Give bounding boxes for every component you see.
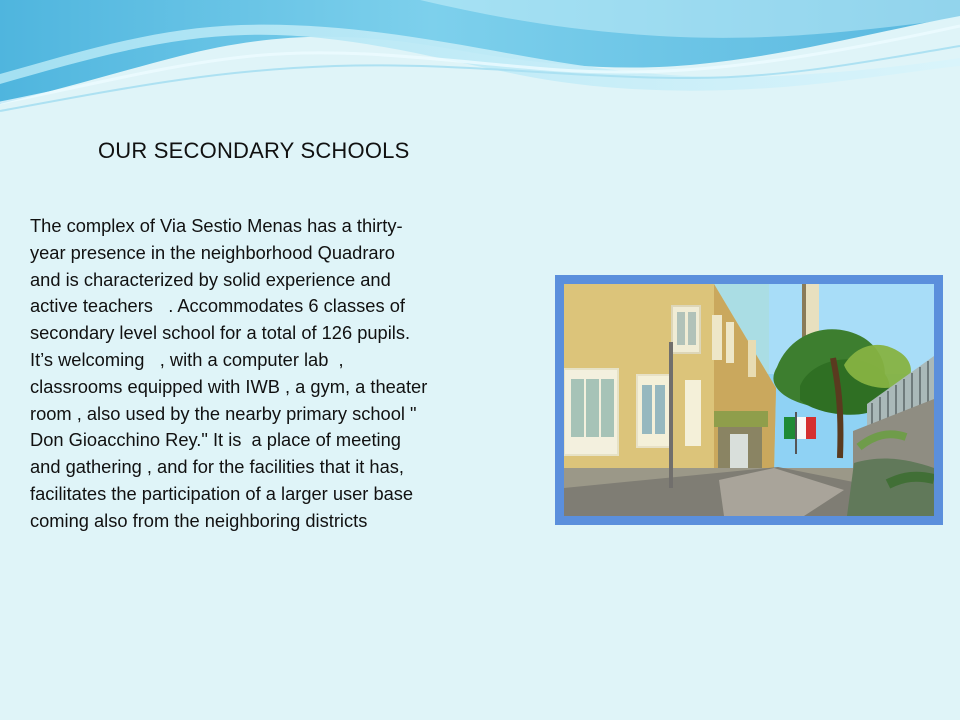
body-line: secondary level school for a total of 126 pupils. [30, 322, 411, 344]
school-photo-illustration [564, 284, 934, 516]
body-line: facilitates the participation of a larger user base [30, 482, 414, 504]
body-line: classrooms equipped with IWB , a gym, a theater [30, 375, 428, 397]
body-text [30, 213, 555, 535]
school-building-photo [564, 284, 934, 516]
body-line: It’s welcoming , with a computer lab , [30, 348, 344, 370]
body-line: coming also from the neighboring districts [30, 509, 368, 531]
body-line: Don Gioacchino Rey." It is a place of meeting [30, 429, 401, 451]
school-photo-frame [555, 275, 943, 525]
body-line: year presence in the neighborhood Quadraro [30, 241, 395, 263]
body-line: active teachers . Accommodates 6 classes of [30, 295, 405, 317]
page-title: OUR SECONDARY SCHOOLS [98, 138, 410, 163]
body-line: and is characterized by solid experience and [30, 268, 391, 290]
body-line: The complex of Via Sestio Menas has a thirty- [30, 215, 403, 236]
body-line: and gathering , and for the facilities that it has, [30, 456, 404, 478]
top-wave-decoration [0, 0, 960, 120]
body-line: room , also used by the nearby primary school " [30, 402, 417, 424]
